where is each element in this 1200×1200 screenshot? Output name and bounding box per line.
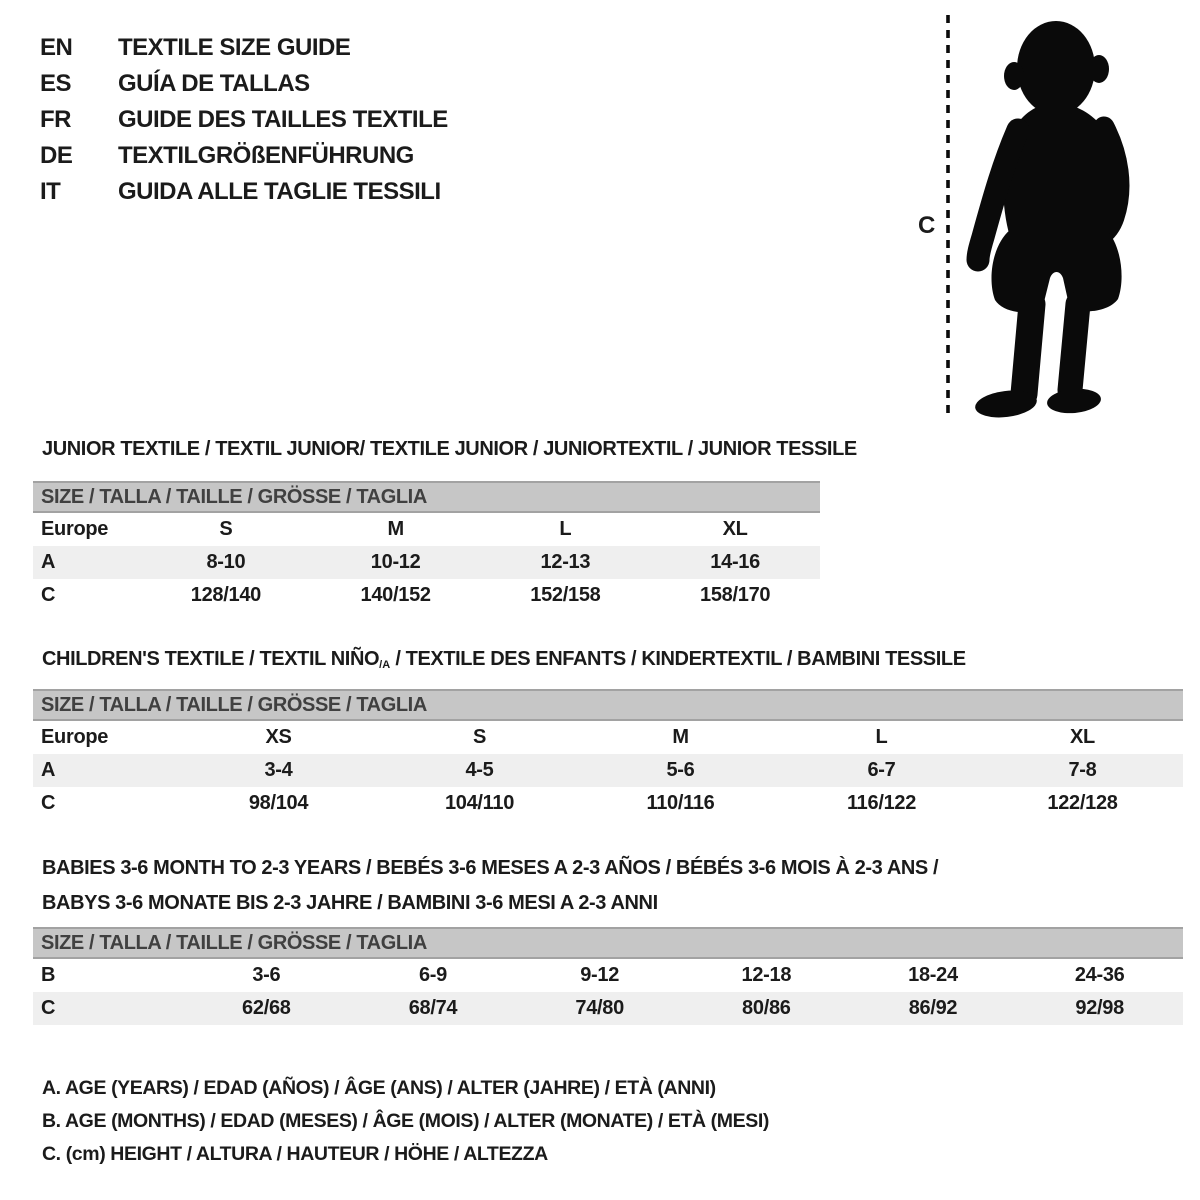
table-cell: S <box>219 518 233 540</box>
section-title-children <box>42 642 966 680</box>
language-code: ES <box>40 70 72 97</box>
legend-line: B. AGE (MONTHS) / EDAD (MESES) / ÂGE (MOIS) / ALTER (MONATE) / ETÀ (MESI) <box>42 1110 769 1132</box>
language-row <box>40 102 448 138</box>
row-label: C <box>41 584 56 606</box>
table-cell: 104/110 <box>444 792 515 814</box>
language-title: GUÍA DE TALLAS <box>118 70 310 97</box>
table-cell: 12-13 <box>540 551 591 573</box>
table-cell: 140/152 <box>360 584 431 606</box>
table-cell: 6-7 <box>867 759 896 781</box>
row-label: C <box>41 997 56 1019</box>
babies-size-table <box>33 927 1183 1025</box>
section-title-text: JUNIOR TEXTILE / TEXTIL JUNIOR/ TEXTILE JUNIOR / JUNIORTEXTIL / JUNIOR TESSILE <box>42 438 857 460</box>
language-row <box>40 138 448 174</box>
language-code: EN <box>40 34 73 61</box>
language-code: FR <box>40 106 71 133</box>
table-cell: 3-4 <box>264 759 293 781</box>
row-label: A <box>41 551 56 573</box>
table-cell: 3-6 <box>252 964 281 986</box>
size-header-label: SIZE / TALLA / TAILLE / GRÖSSE / TAGLIA <box>41 931 427 954</box>
table-cell: 98/104 <box>248 792 309 814</box>
junior-size-table <box>33 481 820 612</box>
table-row <box>33 546 820 579</box>
table-cell: 9-12 <box>580 964 620 986</box>
language-row <box>40 66 448 102</box>
table-cell: L <box>875 726 888 748</box>
section-title-text: / TEXTILE DES ENFANTS / KINDERTEXTIL / BAMBINI TESSILE <box>390 648 966 670</box>
row-label: Europe <box>41 726 109 748</box>
table-cell: 74/80 <box>575 997 624 1019</box>
table-cell: 24-36 <box>1074 964 1125 986</box>
table-row <box>33 992 1183 1025</box>
measure-label-c: C <box>918 212 936 239</box>
language-row <box>40 30 448 66</box>
table-cell: 128/140 <box>190 584 261 606</box>
size-header-bar <box>33 689 1183 721</box>
table-cell: 14-16 <box>710 551 760 573</box>
language-code: IT <box>40 178 61 205</box>
size-header-bar <box>33 927 1183 959</box>
toddler-silhouette-icon <box>956 12 1142 420</box>
section-title-text: CHILDREN'S TEXTILE / TEXTIL NIÑO <box>42 648 380 670</box>
table-row <box>33 579 820 612</box>
section-title-text: BABYS 3-6 MONATE BIS 2-3 JAHRE / BAMBINI 3-6 MESI A 2-3 ANNI <box>42 892 658 914</box>
table-cell: 4-5 <box>465 759 494 781</box>
section-title-text: BABIES 3-6 MONTH TO 2-3 YEARS / BEBÉS 3-6 MESES A 2-3 AÑOS / BÉBÉS 3-6 MOIS À 2-3 ANS / <box>42 857 939 879</box>
table-cell: 18-24 <box>908 964 958 986</box>
legend-line: A. AGE (YEARS) / EDAD (AÑOS) / ÂGE (ANS) / ALTER (JAHRE) / ETÀ (ANNI) <box>42 1077 716 1099</box>
table-cell: 12-18 <box>741 964 792 986</box>
table-row <box>33 754 1183 787</box>
table-cell: 122/128 <box>1047 792 1118 814</box>
language-code: DE <box>40 142 73 169</box>
table-cell: 80/86 <box>742 997 791 1019</box>
row-label: B <box>41 964 56 986</box>
table-cell: M <box>672 726 689 748</box>
table-cell: 110/116 <box>646 792 715 814</box>
table-cell: 6-9 <box>418 964 447 986</box>
table-cell: XS <box>265 726 292 748</box>
table-cell: 10-12 <box>370 551 421 573</box>
table-cell: 5-6 <box>666 759 695 781</box>
size-header-label: SIZE / TALLA / TAILLE / GRÖSSE / TAGLIA <box>41 693 427 716</box>
table-cell: XL <box>1070 726 1095 748</box>
table-cell: 158/170 <box>700 584 771 606</box>
table-cell: 8-10 <box>206 551 246 573</box>
size-header-bar <box>33 481 820 513</box>
table-cell: L <box>559 518 572 540</box>
section-title-babies <box>42 851 938 921</box>
language-title: GUIDE DES TAILLES TEXTILE <box>118 106 448 133</box>
table-row <box>33 959 1183 992</box>
table-cell: 152/158 <box>530 584 601 606</box>
table-cell: 7-8 <box>1068 759 1097 781</box>
language-title: TEXTILGRÖßENFÜHRUNG <box>118 142 414 169</box>
table-cell: XL <box>722 518 748 540</box>
table-cell: 68/74 <box>408 997 458 1019</box>
language-title: TEXTILE SIZE GUIDE <box>118 34 351 61</box>
size-header-label: SIZE / TALLA / TAILLE / GRÖSSE / TAGLIA <box>41 485 427 508</box>
table-row <box>33 513 820 546</box>
legend-line: C. (cm) HEIGHT / ALTURA / HAUTEUR / HÖHE / ALTEZZA <box>42 1143 548 1165</box>
table-cell: 116/122 <box>846 792 917 814</box>
table-cell: S <box>472 726 487 748</box>
table-row <box>33 721 1183 754</box>
height-measure-dashed-line <box>944 10 952 420</box>
measurement-legend <box>42 1072 769 1171</box>
children-size-table <box>33 689 1183 820</box>
table-cell: 86/92 <box>908 997 958 1019</box>
section-title-junior <box>42 432 857 467</box>
language-title: GUIDA ALLE TAGLIE TESSILI <box>118 178 441 205</box>
row-label: C <box>41 792 56 814</box>
table-cell: 62/68 <box>242 997 291 1019</box>
section-title-text: /A <box>379 659 391 671</box>
row-label: Europe <box>41 518 109 540</box>
row-label: A <box>41 759 56 781</box>
language-list <box>40 30 448 210</box>
table-cell: 92/98 <box>1075 997 1124 1019</box>
table-row <box>33 787 1183 820</box>
language-row <box>40 174 448 210</box>
figure-height-measure <box>908 10 1150 422</box>
table-cell: M <box>387 518 404 540</box>
